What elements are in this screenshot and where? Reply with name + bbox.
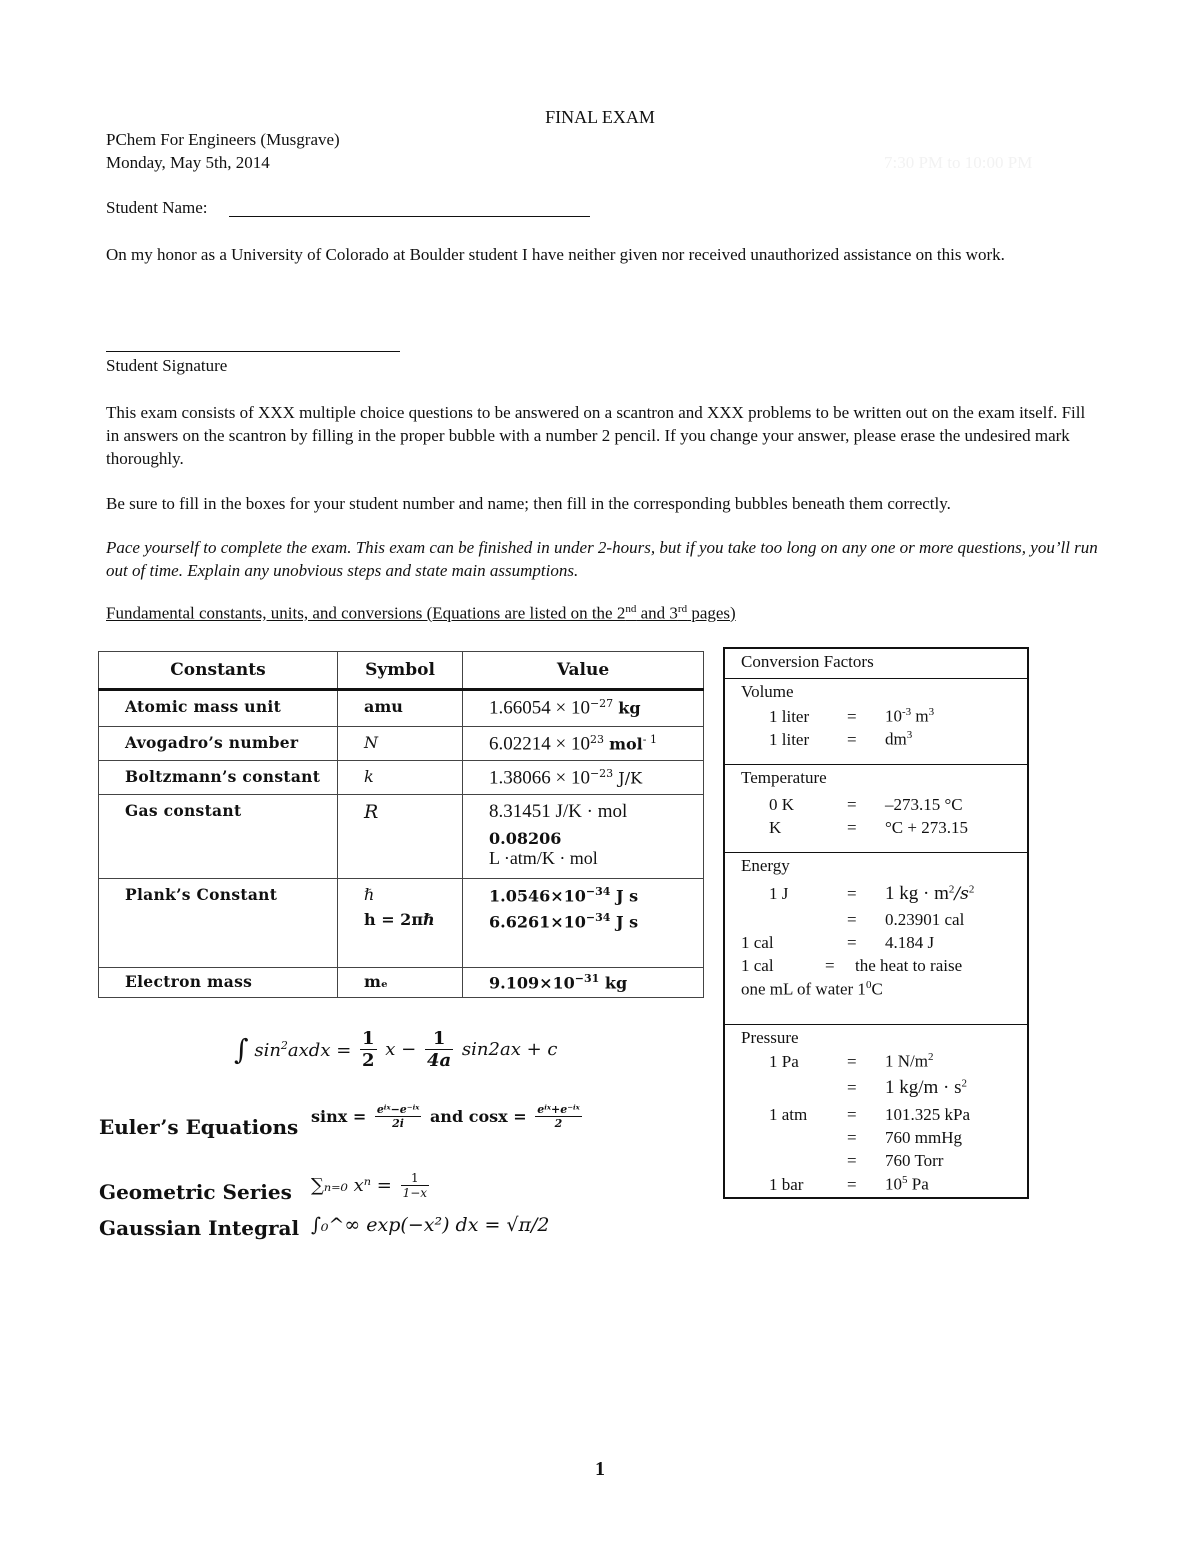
energy-heading: Energy — [741, 856, 790, 875]
conversion-row: 1 bar = $10^5$ Pa — [769, 1174, 929, 1194]
instructions-paragraph-1: This exam consists of XXX multiple choice questions to be answered on a scantron and XXX problems to be written out on the exam itself. Fill in answers on the scantron by filling in the proper bubble with a number 2 pencil. If you change your answer, please erase the undesired mark thoroughly. — [106, 403, 1086, 468]
volume-heading: Volume — [741, 682, 794, 701]
pressure-heading: Pressure — [741, 1028, 799, 1047]
col-header-value: Value — [463, 652, 704, 690]
instructions-paragraph-3: Pace yourself to complete the exam. This exam can be finished in under 2-hours, but if you take too long on any one or more questions, you’ll run out of time. Explain any unobvious steps and state main assumptions. — [106, 538, 1098, 580]
constant-name: Gas constant — [99, 795, 338, 879]
conversion-row: 1 Pa = 1 $N/m^2$ — [769, 1051, 934, 1071]
conversion-row: = 760 Torr — [847, 1151, 944, 1170]
table-row — [99, 795, 704, 879]
constant-symbol: ℏ h = 2πℏ — [338, 879, 463, 968]
exam-time: 7:30 PM to 10:00 PM — [884, 153, 1033, 172]
conversion-row: = 760 mmHg — [847, 1128, 962, 1147]
conversion-row: 1 liter = $dm^3$ — [769, 729, 913, 749]
euler-equations: sinx = $\frac{\text{eⁱˣ−e⁻ⁱˣ}}{2i}$ and cosx = $\frac{\text{eⁱˣ+e⁻ⁱˣ}}{2}$ — [311, 1103, 580, 1130]
table-row — [99, 968, 704, 998]
instructions-paragraph-2: Be sure to fill in the boxes for your student number and name; then fill in the corresponding bubbles beneath them correctly. — [106, 494, 951, 513]
geometric-series-label: Geometric Series — [99, 1180, 292, 1204]
constant-name: Electron mass — [99, 968, 338, 998]
constants-table — [98, 651, 704, 998]
constant-value: 8.31451 J/K · mol 0.08206 L ·atm/K · mol — [463, 795, 704, 879]
temperature-section — [725, 764, 1027, 852]
conversion-row: 1 atm = 101.325 kPa — [769, 1105, 970, 1124]
conversion-row: = 0.23901 cal — [847, 910, 965, 929]
conversion-row: 1 J = 1 kg · $m^2/s^2$ — [769, 883, 975, 904]
conversion-row: 1 liter = $10^{-3}$ $m^3$ — [769, 706, 935, 726]
constant-symbol: amu — [338, 690, 463, 727]
fundamental-heading: Fundamental constants, units, and conversions (Equations are listed on the 2nd and 3rd pages) — [106, 603, 736, 623]
volume-section — [725, 678, 1027, 764]
col-header-constants: Constants — [99, 652, 338, 690]
conversion-factors-box — [723, 647, 1029, 1199]
student-name-label: Student Name: — [106, 198, 208, 217]
table-row — [99, 761, 704, 795]
honor-statement: On my honor as a University of Colorado at Boulder student I have neither given nor received unauthorized assistance on this work. — [106, 245, 1005, 264]
constant-name: Plank’s Constant — [99, 879, 338, 968]
constant-value: $9.109\times 10^{-31}$ kg — [463, 968, 704, 998]
temperature-heading: Temperature — [741, 768, 827, 787]
pressure-section — [725, 1024, 1027, 1196]
conversion-title: Conversion Factors — [741, 652, 874, 671]
sin-squared-integral: ∫ $\sin^2axdx$ = $\frac{1}{2}$ x − $\frac{1}{4a}$ sin2ax + c — [234, 1028, 558, 1071]
course-name: PChem For Engineers (Musgrave) — [106, 130, 340, 149]
constant-symbol: R — [338, 795, 463, 879]
signature-label: Student Signature — [106, 356, 228, 375]
constant-symbol: mₑ — [338, 968, 463, 998]
constant-symbol: k — [338, 761, 463, 795]
euler-label: Euler’s Equations — [99, 1115, 299, 1139]
conversion-row: = 1 $kg/m \cdot s^2$ — [847, 1077, 968, 1098]
conversion-row: 1 cal = the heat to raise — [741, 956, 963, 975]
constant-value: $6.02214 \times 10^{23}$ mol$^{- 1}$ — [463, 727, 704, 761]
table-row — [99, 727, 704, 761]
conversion-row: K = °C + 273.15 — [769, 818, 968, 837]
conversion-row: 0 K = –273.15 °C — [769, 795, 963, 814]
signature-field[interactable] — [106, 351, 400, 352]
conversion-row: 1 cal = 4.184 J — [741, 933, 935, 952]
conversion-row: one mL of water $1^0C$ — [741, 979, 883, 999]
constant-name: Avogadro’s number — [99, 727, 338, 761]
constant-name: Atomic mass unit — [99, 690, 338, 727]
col-header-symbol: Symbol — [338, 652, 463, 690]
gaussian-integral-formula: ∫₀^∞ exp(−x²) dx = √π/2 — [311, 1214, 550, 1236]
constant-name: Boltzmann’s constant — [99, 761, 338, 795]
exam-date: Monday, May 5th, 2014 — [106, 153, 270, 172]
constant-symbol: N — [338, 727, 463, 761]
table-row — [99, 690, 704, 727]
page-number: 1 — [595, 1458, 605, 1480]
energy-section — [725, 852, 1027, 1024]
gaussian-integral-label: Gaussian Integral — [99, 1216, 300, 1240]
student-name-field[interactable] — [229, 216, 590, 217]
constant-value: $1.38066 \times 10^{-23}$ J/K — [463, 761, 704, 795]
table-row — [99, 879, 704, 968]
constant-value: $1.0546\times 10^{-34}$ J s $6.6261\times 10^{-34}$ J s — [463, 879, 704, 968]
geometric-series-formula: ∑ₙ₌₀ xⁿ = $\frac{1}{1-x}$ — [311, 1171, 428, 1200]
constant-value: $1.66054 \times 10^{-27}$ kg — [463, 690, 704, 727]
exam-title: FINAL EXAM — [545, 107, 655, 127]
